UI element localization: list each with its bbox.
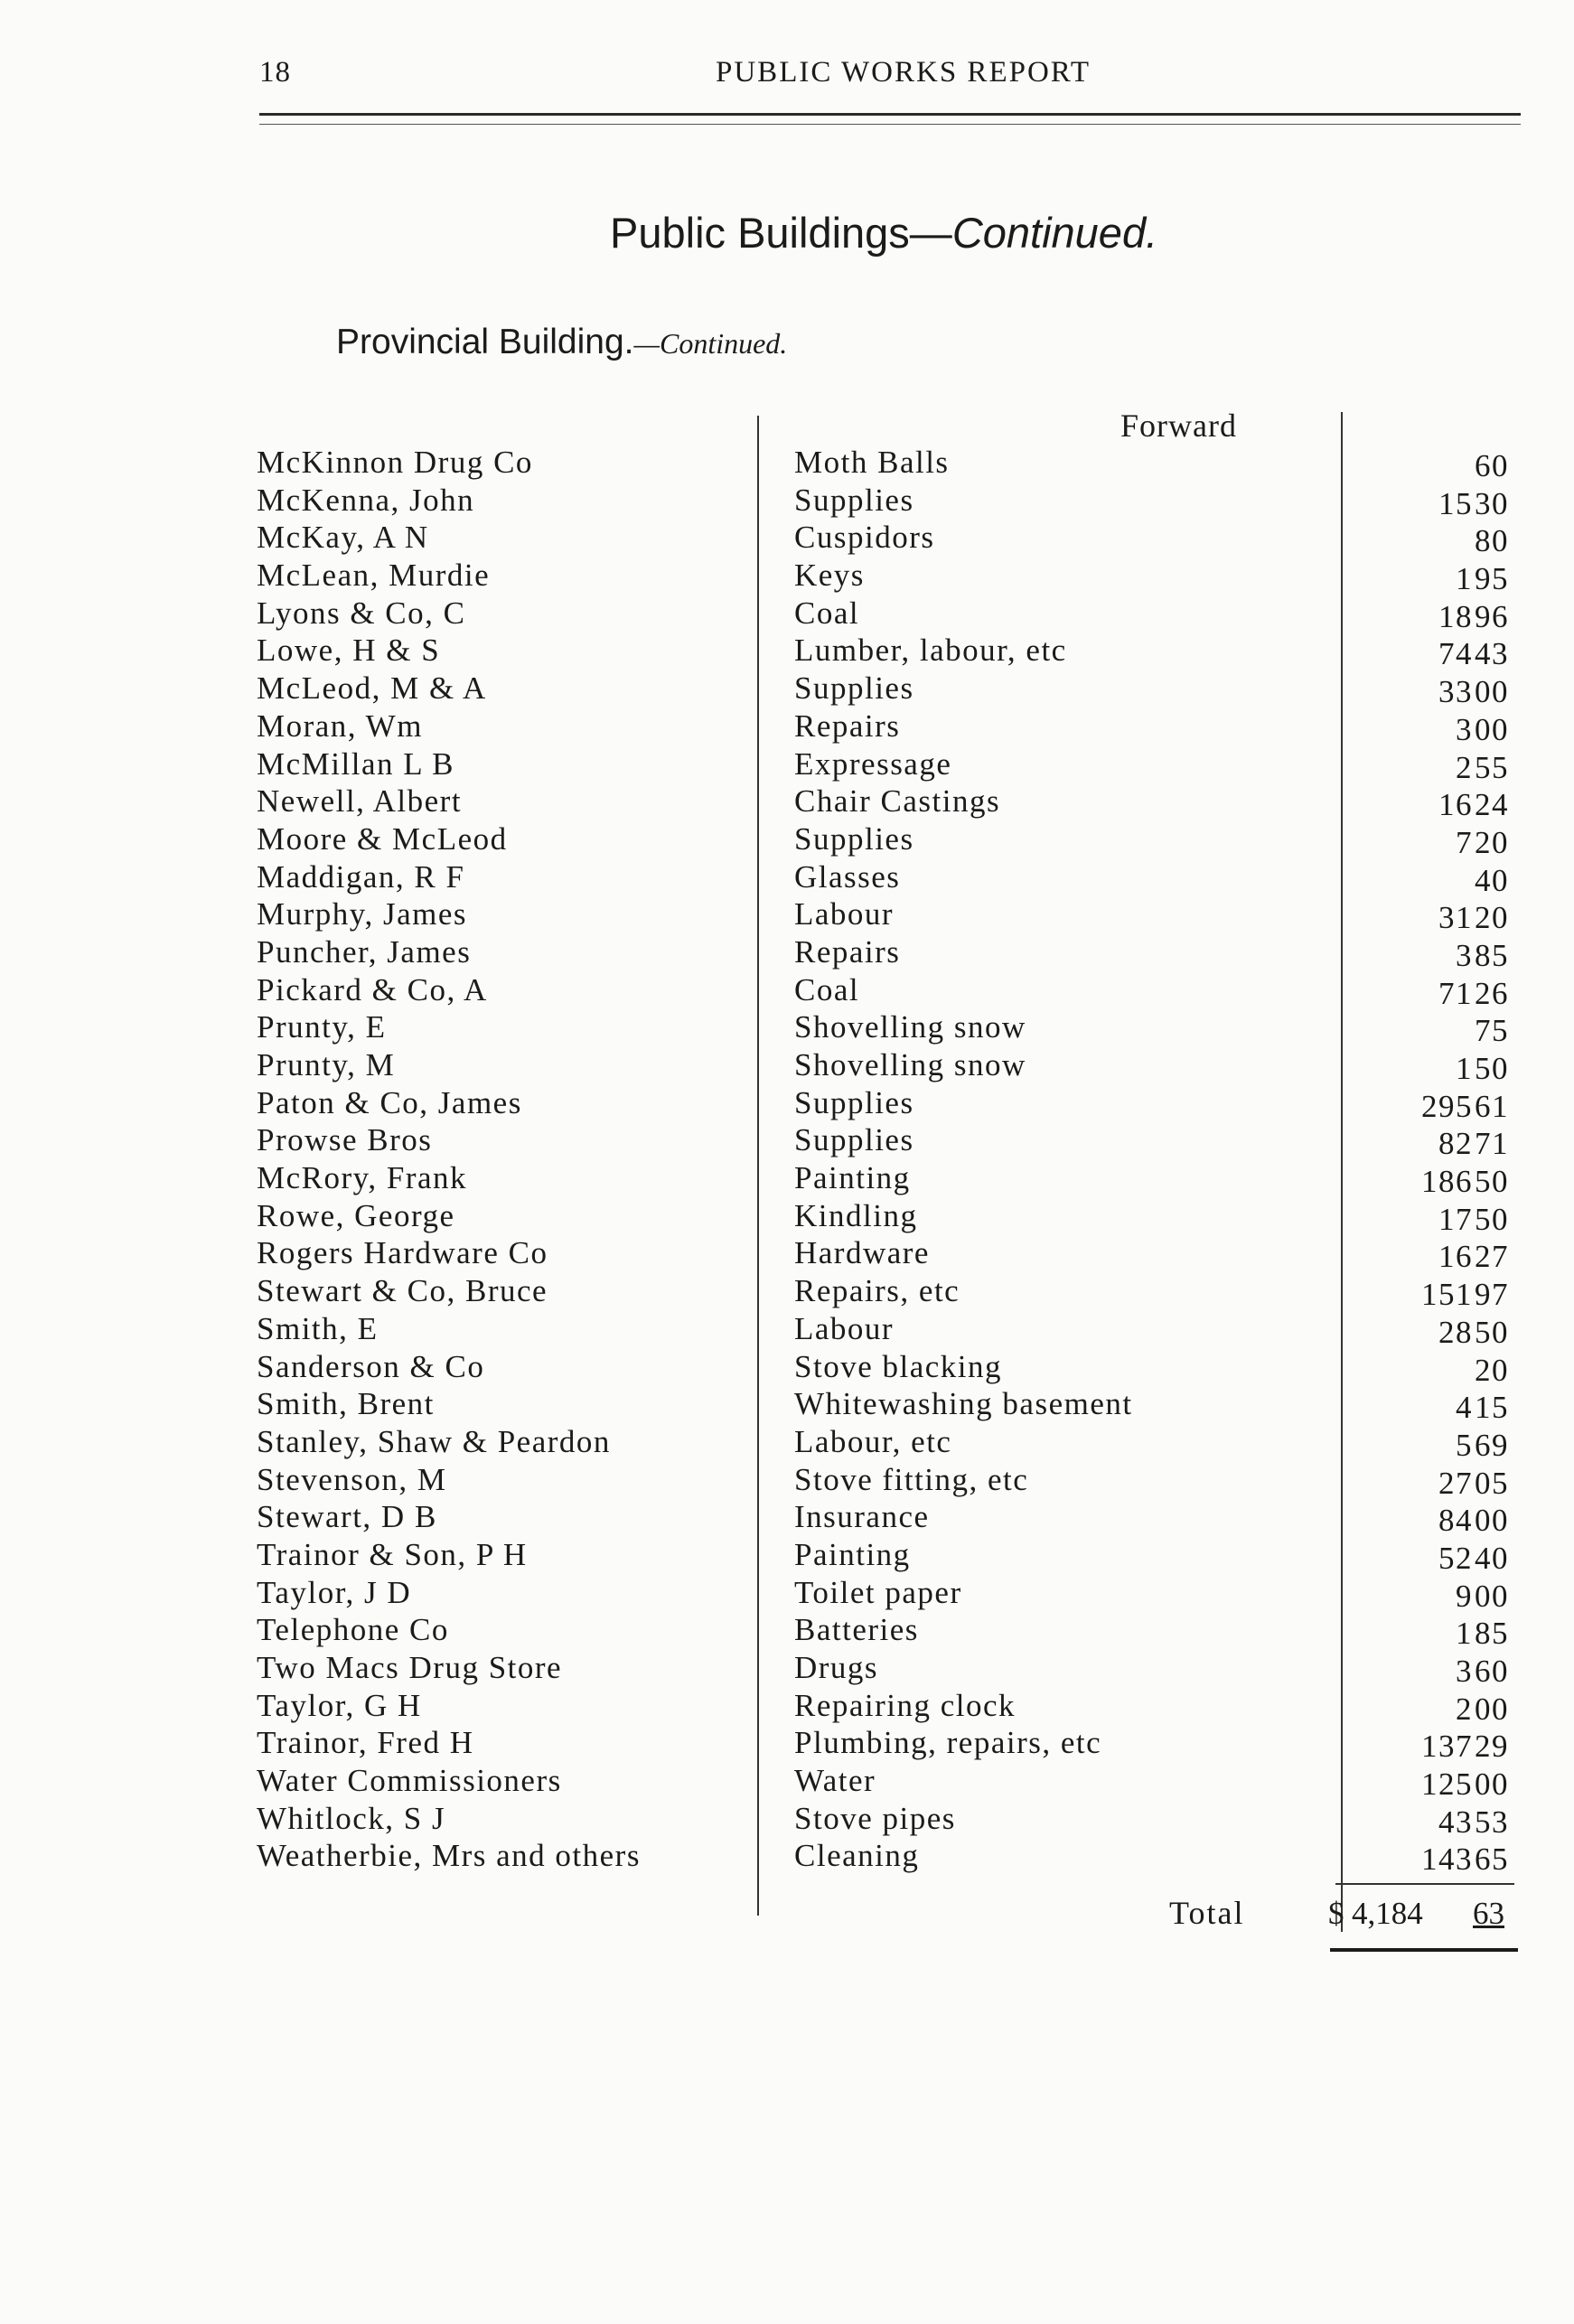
payee-cell: McKinnon Drug Co [257, 445, 533, 480]
dollars-cell: 43 [1438, 1804, 1473, 1840]
description-cell: Glasses [794, 858, 901, 895]
cents-cell: 65 [1475, 1841, 1509, 1878]
payee-cell: Two Macs Drug Store [257, 1650, 563, 1685]
subsection-title-continued: —Continued. [633, 327, 788, 360]
payee-cell: Taylor, G H [257, 1687, 422, 1723]
dollars-cell: 1 [1456, 1616, 1473, 1652]
table-row [0, 1650, 1574, 1688]
total-dollars: 4,184 [1352, 1896, 1423, 1931]
total-rule [1335, 1883, 1514, 1885]
dollars-cell: 125 [1421, 1766, 1473, 1803]
dollars-cell: 28 [1438, 1314, 1473, 1350]
table-row [0, 1009, 1574, 1047]
table-row [0, 670, 1574, 708]
total-double-rule [1330, 1948, 1518, 1952]
description-cell: Insurance [794, 1499, 930, 1535]
description-cell: Chair Castings [794, 783, 1001, 820]
description-cell: Stove blacking [794, 1348, 1002, 1384]
section-title-continued: Continued. [951, 209, 1158, 257]
dollars-cell: 4 [1456, 1390, 1473, 1426]
dollars-cell: 3 [1456, 1654, 1473, 1689]
payee-cell: Smith, E [257, 1310, 379, 1346]
description-cell: Supplies [794, 820, 914, 857]
table-row [0, 821, 1574, 859]
description-cell: Repairing clock [794, 1687, 1017, 1723]
payee-cell: McKay, A N [257, 520, 429, 556]
description-cell: Cuspidors [794, 520, 935, 556]
dollars-cell: 15 [1438, 485, 1473, 521]
payee-cell: Smith, Brent [257, 1386, 435, 1422]
payee-cell: Trainor & Son, P H [257, 1536, 528, 1572]
description-cell: Repairs, etc [794, 1273, 960, 1309]
description-cell: Lumber, labour, etc [794, 633, 1067, 669]
table-row [0, 1575, 1574, 1613]
cents-cell: 00 [1475, 1766, 1509, 1803]
payee-cell: Weatherbie, Mrs and others [257, 1838, 641, 1874]
dollars-cell: 18 [1438, 598, 1473, 634]
forward-label: Forward [1120, 408, 1237, 444]
header-rule [259, 113, 1521, 116]
table-row [0, 972, 1574, 1010]
subsection-title [336, 323, 787, 362]
payee-cell: Prowse Bros [257, 1122, 433, 1158]
table-row [0, 1235, 1574, 1273]
table-row [0, 1462, 1574, 1500]
dollars-cell: 31 [1438, 900, 1473, 936]
payee-cell: Murphy, James [257, 896, 468, 932]
payee-cell: Stewart & Co, Bruce [257, 1273, 548, 1309]
table-row [0, 1424, 1574, 1462]
cents-cell: 05 [1475, 1465, 1509, 1501]
payee-cell: Stewart, D B [257, 1499, 437, 1535]
cents-cell: 60 [1475, 1654, 1509, 1689]
cents-cell: 53 [1475, 1804, 1509, 1840]
dollars-cell: 151 [1421, 1277, 1473, 1313]
cents-cell: 40 [1475, 862, 1509, 898]
dollars-cell: 9 [1456, 1578, 1473, 1614]
dollars-cell: 143 [1421, 1841, 1473, 1878]
dollars-cell: 295 [1421, 1088, 1473, 1124]
table-row [0, 1349, 1574, 1387]
cents-cell: 00 [1475, 711, 1509, 747]
running-head: PUBLIC WORKS REPORT [716, 56, 1091, 89]
table-row [0, 1612, 1574, 1650]
table-row [0, 633, 1574, 670]
page-number: 18 [259, 56, 291, 89]
payee-cell: Maddigan, R F [257, 858, 465, 895]
payee-cell: Stevenson, M [257, 1461, 447, 1497]
cents-cell: 50 [1475, 1201, 1509, 1237]
description-cell: Repairs [794, 708, 901, 744]
table-row [0, 445, 1574, 483]
table-row [0, 1537, 1574, 1575]
dollars-cell: 52 [1438, 1540, 1473, 1576]
description-cell: Shovelling snow [794, 1047, 1026, 1082]
table-row [0, 783, 1574, 821]
table-row [0, 746, 1574, 784]
description-cell: Labour [794, 896, 895, 932]
dollars-cell: 82 [1438, 1126, 1473, 1162]
cents-cell: 69 [1475, 1427, 1509, 1463]
cents-cell: 61 [1475, 1088, 1509, 1124]
cents-cell: 24 [1475, 787, 1509, 823]
table-row [0, 1801, 1574, 1839]
cents-cell: 96 [1475, 598, 1509, 634]
dollars-cell: 27 [1438, 1465, 1473, 1501]
table-row [0, 1499, 1574, 1537]
dollars-cell: 137 [1421, 1729, 1473, 1765]
description-cell: Kindling [794, 1197, 918, 1233]
cents-cell: 40 [1475, 1540, 1509, 1576]
payee-cell: McKenna, John [257, 482, 475, 518]
table-row [0, 934, 1574, 972]
total-label: Total [1169, 1895, 1245, 1931]
table-row [0, 1688, 1574, 1726]
description-cell: Stove fitting, etc [794, 1461, 1029, 1497]
description-cell: Supplies [794, 670, 914, 707]
payee-cell: McMillan L B [257, 745, 454, 782]
table-row [0, 1273, 1574, 1311]
description-cell: Shovelling snow [794, 1009, 1026, 1045]
description-cell: Supplies [794, 482, 914, 518]
payee-cell: Paton & Co, James [257, 1084, 522, 1120]
description-cell: Repairs [794, 933, 901, 970]
cents-cell: 15 [1475, 1390, 1509, 1426]
description-cell: Whitewashing basement [794, 1386, 1133, 1422]
cents-cell: 55 [1475, 749, 1509, 785]
dollars-cell: 74 [1438, 636, 1473, 672]
cents-cell: 27 [1475, 1239, 1509, 1275]
table-row [0, 896, 1574, 934]
cents-cell: 20 [1475, 824, 1509, 860]
payee-cell: McRory, Frank [257, 1160, 468, 1196]
description-cell: Stove pipes [794, 1800, 956, 1836]
payee-cell: McLeod, M & A [257, 670, 487, 707]
description-cell: Cleaning [794, 1838, 920, 1874]
cents-cell: 75 [1475, 1013, 1509, 1049]
table-row [0, 1122, 1574, 1160]
description-cell: Moth Balls [794, 445, 950, 480]
description-cell: Toilet paper [794, 1574, 962, 1610]
page-header [0, 51, 1574, 96]
cents-cell: 50 [1475, 1164, 1509, 1200]
table-row [0, 1311, 1574, 1349]
table-row [0, 1198, 1574, 1236]
dollars-cell: 16 [1438, 787, 1473, 823]
cents-cell: 26 [1475, 975, 1509, 1011]
cents-cell: 95 [1475, 561, 1509, 597]
table-row [0, 1085, 1574, 1123]
description-cell: Coal [794, 595, 860, 631]
payee-cell: Trainor, Fred H [257, 1725, 474, 1761]
dollars-cell: 3 [1456, 711, 1473, 747]
dollars-cell: 2 [1456, 749, 1473, 785]
payee-cell: Lowe, H & S [257, 633, 441, 669]
total-cents: 63 [1473, 1896, 1504, 1931]
dollars-cell: 33 [1438, 674, 1473, 710]
description-cell: Painting [794, 1160, 911, 1196]
description-cell: Coal [794, 971, 860, 1007]
dollars-cell: 17 [1438, 1201, 1473, 1237]
cents-cell: 00 [1475, 1691, 1509, 1727]
dollars-cell: 1 [1456, 561, 1473, 597]
subsection-title-text: Provincial Building. [336, 323, 634, 361]
table-row [0, 1386, 1574, 1424]
payee-cell: Taylor, J D [257, 1574, 412, 1610]
dollars-cell: 1 [1456, 1051, 1473, 1086]
description-cell: Expressage [794, 745, 952, 782]
cents-cell: 71 [1475, 1126, 1509, 1162]
cents-cell: 20 [1475, 1352, 1509, 1388]
table-row [0, 1047, 1574, 1085]
table-row [0, 483, 1574, 520]
cents-cell: 97 [1475, 1277, 1509, 1313]
payee-cell: Stanley, Shaw & Peardon [257, 1423, 611, 1459]
cents-cell: 85 [1475, 1616, 1509, 1652]
description-cell: Painting [794, 1536, 911, 1572]
payee-cell: Rogers Hardware Co [257, 1235, 548, 1271]
dollars-cell: 3 [1456, 937, 1473, 973]
dollars-cell: 71 [1438, 975, 1473, 1011]
description-cell: Plumbing, repairs, etc [794, 1725, 1102, 1761]
dollars-cell: 84 [1438, 1503, 1473, 1539]
description-cell: Labour, etc [794, 1423, 952, 1459]
payee-cell: Telephone Co [257, 1612, 449, 1648]
payee-cell: Rowe, George [257, 1197, 455, 1233]
payee-cell: Moran, Wm [257, 708, 423, 744]
description-cell: Drugs [794, 1650, 879, 1685]
payee-cell: Puncher, James [257, 933, 472, 970]
header-rule-thin [259, 124, 1521, 125]
payee-cell: Whitlock, S J [257, 1800, 446, 1836]
description-cell: Supplies [794, 1122, 914, 1158]
table-row [0, 520, 1574, 558]
table-row [0, 558, 1574, 595]
total-currency: $ [1328, 1896, 1344, 1931]
payee-cell: Newell, Albert [257, 783, 463, 820]
payee-cell: Lyons & Co, C [257, 595, 466, 631]
cents-cell: 50 [1475, 1051, 1509, 1086]
cents-cell: 00 [1475, 1503, 1509, 1539]
cents-cell: 20 [1475, 900, 1509, 936]
dollars-cell: 5 [1456, 1427, 1473, 1463]
description-cell: Keys [794, 558, 865, 594]
payee-cell: Sanderson & Co [257, 1348, 485, 1384]
cents-cell: 30 [1475, 485, 1509, 521]
payee-cell: Prunty, M [257, 1047, 396, 1082]
total-value [1328, 1896, 1504, 1932]
table-row [0, 1838, 1574, 1876]
cents-cell: 85 [1475, 937, 1509, 973]
cents-cell: 60 [1475, 448, 1509, 483]
table-row [0, 859, 1574, 897]
dollars-cell: 186 [1421, 1164, 1473, 1200]
cents-cell: 29 [1475, 1729, 1509, 1765]
description-cell: Water [794, 1763, 876, 1799]
table-row [0, 1160, 1574, 1198]
table-row [0, 1763, 1574, 1801]
section-title [610, 208, 1157, 258]
dollars-cell: 16 [1438, 1239, 1473, 1275]
cents-cell: 00 [1475, 674, 1509, 710]
cents-cell: 50 [1475, 1314, 1509, 1350]
table-row [0, 1725, 1574, 1763]
payee-cell: Moore & McLeod [257, 820, 508, 857]
payee-cell: Prunty, E [257, 1009, 387, 1045]
payee-cell: McLean, Murdie [257, 558, 491, 594]
section-title-text: Public Buildings— [610, 209, 952, 257]
table-row [0, 595, 1574, 633]
ledger-table [0, 445, 1574, 1876]
dollars-cell: 2 [1456, 1691, 1473, 1727]
cents-cell: 43 [1475, 636, 1509, 672]
table-row [0, 708, 1574, 746]
payee-cell: Pickard & Co, A [257, 971, 488, 1007]
dollars-cell: 7 [1456, 824, 1473, 860]
description-cell: Batteries [794, 1612, 919, 1648]
description-cell: Labour [794, 1310, 895, 1346]
description-cell: Supplies [794, 1084, 914, 1120]
description-cell: Hardware [794, 1235, 930, 1271]
payee-cell: Water Commissioners [257, 1763, 562, 1799]
cents-cell: 00 [1475, 1578, 1509, 1614]
cents-cell: 80 [1475, 523, 1509, 559]
